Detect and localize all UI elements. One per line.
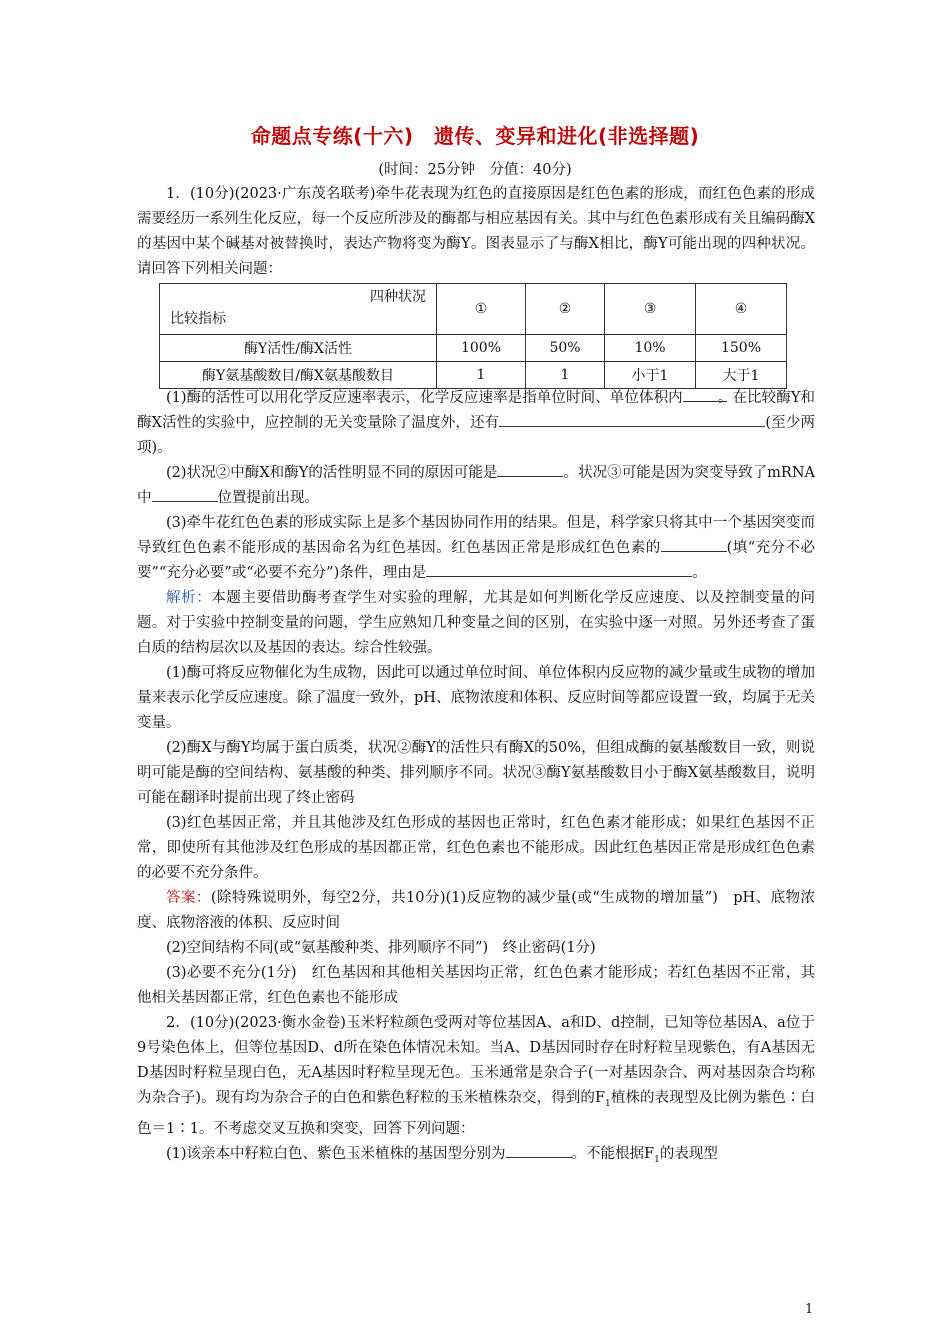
table-cell: 50% [526, 335, 605, 362]
table-row [160, 335, 787, 362]
answer-paragraph: (2)空间结构不同(或“氨基酸种类、排列顺序不同”) 终止密码(1分) [166, 940, 596, 956]
answer-blank[interactable] [617, 412, 765, 427]
analysis-paragraph: (1)酶可将反应物催化为生成物，因此可以通过单位时间、单位体积内反应物的减少量或生成物的增加量来表示化学反应速度。除了温度一致外，pH、底物浓度和体积、反应时间等都应设置一致，均属于无关变量。 [137, 665, 815, 731]
answer-paragraph: (3)必要不充分(1分) 红色基因和其他相关基因均正常，红色色素才能形成；若红色基因不正常，其他相关基因都正常，红色色素也不能形成 [137, 965, 815, 1006]
answer-blank[interactable] [497, 462, 563, 477]
answer-blank[interactable] [661, 537, 727, 552]
table-cell: 150% [696, 335, 787, 362]
corner-bottom-label: 比较指标 [170, 311, 226, 327]
page-title: 命题点专练(十六) 遗传、变异和进化(非选择题) [250, 124, 700, 148]
question-1-sub-2: (2)状况②中酶X和酶Y的活性明显不同的原因可能是 。状况③可能是因为突变导致了mRNA中 位置提前出现。 [137, 461, 815, 511]
answer-blank[interactable] [499, 412, 617, 427]
table-cell: 1 [526, 362, 605, 389]
answer-blank[interactable] [152, 487, 218, 502]
main-content [137, 386, 815, 1173]
answer-blank[interactable] [506, 1143, 572, 1158]
table-row-label: 酶Y活性/酶X活性 [160, 335, 437, 362]
answer-blank[interactable] [506, 562, 692, 577]
table-cell: 10% [605, 335, 696, 362]
question-1-text: 1．(10分)(2023·广东茂名联考)牵牛花表现为红色的直接原因是红色色素的形成，而红色色素的形成需要经历一系列生化反应，每一个反应所涉及的酶都与相应基因有关。其中与红色色素形成有关且编码酶X的基因中某个碱基对被替换时，表达产物将变为酶Y。图表显示了与酶X相比，酶Y可能出现的四种状况。请回答下列相关问题： [137, 186, 815, 277]
table-col-header: ③ [605, 284, 696, 335]
table-col-header: ① [437, 284, 526, 335]
question-1-intro [137, 182, 815, 282]
question-1-sub-3: (3)牵牛花红色色素的形成实际上是多个基因协同作用的结果。但是，科学家只将其中一个基因突变而导致红色色素不能形成的基因命名为红色基因。红色基因正常是形成红色色素的 (填“充分不必要”“充分必要”或“必要不充分”)条件，理由是 。 [137, 515, 815, 581]
table-row [160, 362, 787, 389]
page-number: 1 [805, 1302, 814, 1317]
question-1-sub-1: (1)酶的活性可以用化学反应速率表示，化学反应速率是指单位时间、单位体积内 。在比较酶Y和酶X活性的实验中，应控制的无关变量除了温度外，还有 (至少两项)。 [137, 386, 815, 461]
page-subtitle: (时间：25分钟 分值：40分) [378, 162, 572, 178]
corner-top-label: 四种状况 [370, 289, 426, 305]
table-cell: 100% [437, 335, 526, 362]
analysis-label: 解析： [166, 590, 212, 606]
answer-intro: 答案：(除特殊说明外，每空2分，共10分)(1)反应物的减少量(或“生成物的增加量”) pH、底物浓度、底物溶液的体积、反应时间 [137, 890, 816, 931]
answer-label: 答案： [166, 890, 211, 906]
table-corner-cell [160, 284, 437, 335]
analysis-intro: 解析：本题主要借助酶考查学生对实验的理解，尤其是如何判断化学反应速度、以及控制变量的问题。对于实验中控制变量的问题，学生应熟知几种变量之间的区别，在实验中逐一对照。另外还考查了蛋白质的结构层次以及基因的表达。综合性较强。 [137, 590, 816, 656]
table-cell: 大于1 [696, 362, 787, 389]
analysis-paragraph: (2)酶X与酶Y均属于蛋白质类，状况②酶Y的活性只有酶X的50%，但组成酶的氨基酸数目一致，则说明可能是酶的空间结构、氨基酸的种类、排列顺序不同。状况③酶Y氨基酸数目小于酶X氨基酸数目，说明可能在翻译时提前出现了终止密码 [137, 740, 815, 806]
analysis-paragraph: (3)红色基因正常，并且其他涉及红色形成的基因也正常时，红色色素才能形成；如果红色基因不正常，即使所有其他涉及红色形成的基因都正常，红色色素也不能形成。因此红色基因正常是形成红色色素的必要不充分条件。 [137, 815, 815, 881]
comparison-table [159, 283, 787, 389]
table-row-label: 酶Y氨基酸数目/酶X氨基酸数目 [160, 362, 437, 389]
table-col-header: ④ [696, 284, 787, 335]
question-2-intro: 2．(10分)(2023·衡水金卷)玉米籽粒颜色受两对等位基因A、a和D、d控制，已知等位基因A、a位于9号染色体上，但等位基因D、d所在染色体情况未知。当A、D基因同时存在时籽粒呈现紫色，有A基因无D基因时籽粒呈现白色，无A基因时籽粒呈现无色。玉米通常是杂合子(一对基因杂合、两对基因杂合均称为杂合子)。现有均为杂合子的白色和紫色籽粒的玉米植株杂交，得到的$F_1$植株的表现型及比例为紫色∶白色＝1∶1。不考虑交叉互换和突变，回答下列问题： [137, 1015, 815, 1137]
table-header-row [160, 284, 787, 335]
question-2-sub-1: (1)该亲本中籽粒白色、紫色玉米植株的基因型分别为 。不能根据$F_1$的表现型 [137, 1142, 815, 1173]
table-cell: 1 [437, 362, 526, 389]
table-col-header: ② [526, 284, 605, 335]
answer-blank[interactable] [426, 562, 506, 577]
table-cell: 小于1 [605, 362, 696, 389]
